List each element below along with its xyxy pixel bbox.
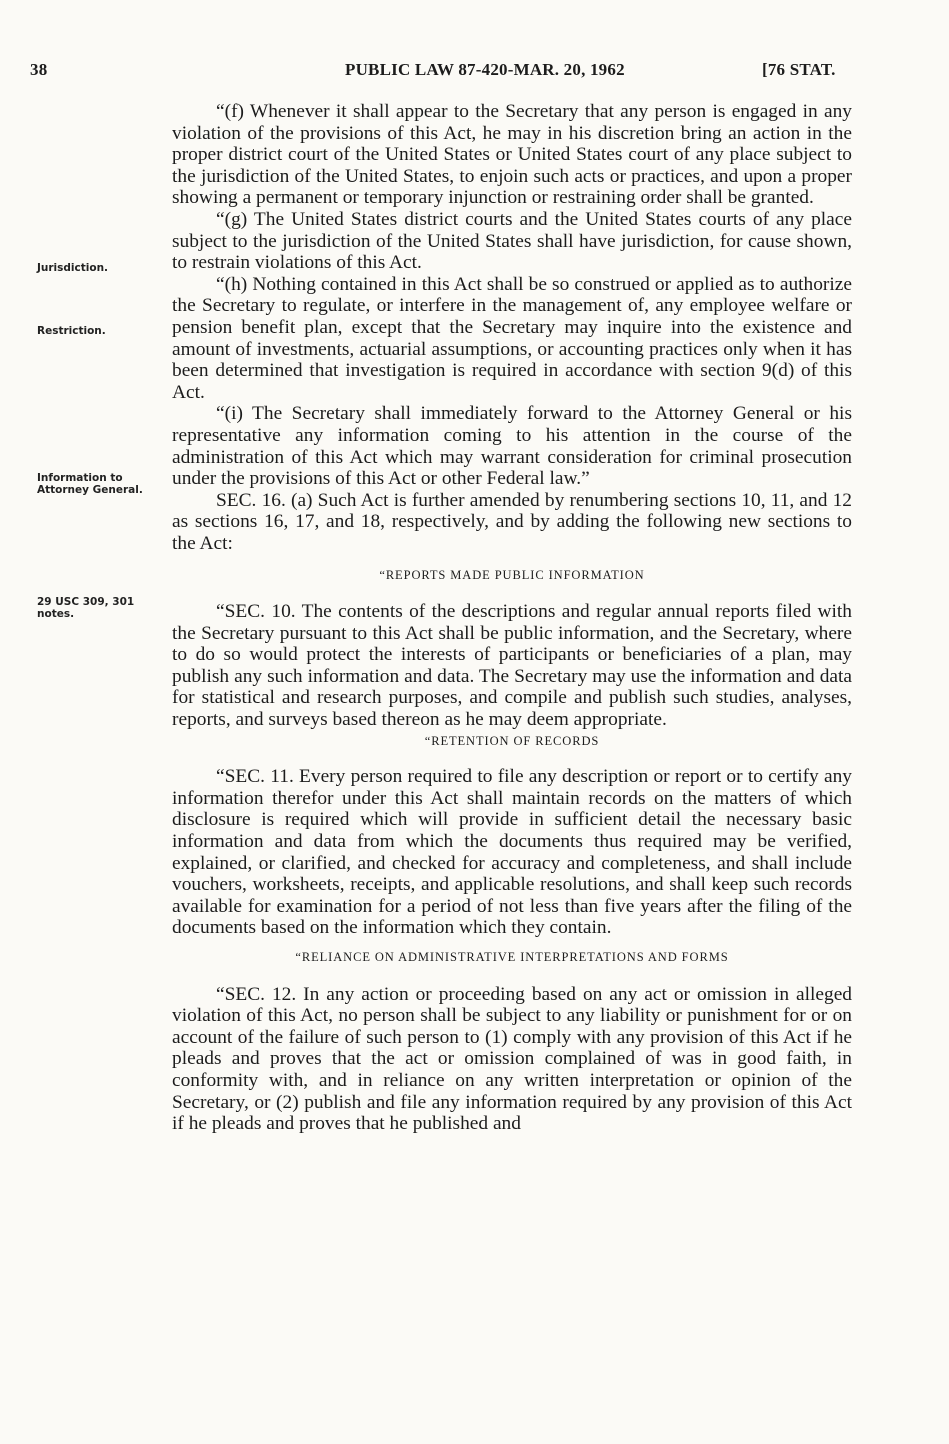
heading-reports-made-public: “REPORTS MADE PUBLIC INFORMATION [379, 568, 645, 583]
margin-note-information-line1: Information to [37, 472, 123, 484]
heading-retention-of-records: “RETENTION OF RECORDS [424, 733, 600, 748]
section-11: “SEC. 11. Every person required to file any description or report or to certify any information therefor under this Act shall maintain records on the matters of which disclosure is required which will provide in sufficient detail the necessary basic information and data from which the documents thus required may be verified, explained, or clarified, and checked for accuracy and completeness, and shall include vouchers, worksheets, receipts, and applicable resolutions, and shall keep such records available for examination for a period of not less than five years after the filing of the documents based on the information which they contain. [172, 766, 852, 939]
body-text [172, 101, 852, 1135]
section-12: “SEC. 12. In any action or proceeding based on any act or omission in alleged violation of this Act, no person shall be subject to any liability or punishment for or on account of the failure of such person to (1) comply with any provision of this Act if he pleads and proves that the act or omission complained of was in good faith, in conformity with, and in reliance on any written interpretation or opinion of the Secretary, or (2) publish and file any information required by any provision of this Act if he pleads and proves that he published and [172, 983, 852, 1135]
running-title: PUBLIC LAW 87-420-MAR. 20, 1962 [345, 60, 625, 79]
paragraph-g: “(g) The United States district courts and the United States courts of any place subject to the jurisdiction of the United States shall have jurisdiction, for cause shown, to restrain violations of this Act. [172, 208, 852, 274]
margin-note-restriction: Restriction. [37, 325, 106, 337]
margin-note-usc [37, 596, 134, 620]
section-16: SEC. 16. (a) Such Act is further amended by renumbering sections 10, 11, and 12 as sections 16, 17, and 18, respectively, and by adding the following new sections to the Act: [172, 489, 852, 554]
page-number: 38 [30, 60, 48, 79]
paragraph-i: “(i) The Secretary shall immediately forward to the Attorney General or his representative any information coming to his attention in the course of the administration of this Act which may warrant consideration for criminal prosecution under the provisions of this Act or other Federal law.” [172, 403, 852, 490]
margin-note-jurisdiction: Jurisdiction. [37, 262, 109, 274]
margin-note-information-line2: Attorney General. [37, 484, 143, 496]
heading-reliance: “RELIANCE ON ADMINISTRATIVE INTERPRETATIONS AND FORMS [295, 949, 729, 964]
paragraph-f: “(f) Whenever it shall appear to the Secretary that any person is engaged in any violation of the provisions of this Act, he may in his discretion bring an action in the proper district court of the United States or United States court of any place subject to the jurisdiction of the United States, to enjoin such acts or practices, and upon a proper showing a permanent or temporary injunction or restraining order shall be granted. [172, 101, 852, 209]
section-10: “SEC. 10. The contents of the descriptions and regular annual reports filed with the Secretary pursuant to this Act shall be public information, and the Secretary, where to do so would protect the interests of participants or beneficiaries of a plan, may publish any such information and data. The Secretary may use the information and data for statistical and research purposes, and compile and publish such studies, analyses, reports, and surveys based thereon as he may deem appropriate. [172, 601, 852, 731]
margin-note-usc-line1: 29 USC 309, 301 [37, 596, 135, 608]
margin-note-information [37, 472, 143, 496]
paragraph-h: “(h) Nothing contained in this Act shall be so construed or applied as to authorize the Secretary to regulate, or interfere in the management of, any employee welfare or pension benefit plan, except that the Secretary may inquire into the existence and amount of investments, actuarial assumptions, or accounting practices only when it has been determined that investigation is required in accordance with section 9(d) of this Act. [172, 273, 852, 403]
margin-note-usc-line2: notes. [37, 608, 75, 620]
statute-citation: [76 STAT. [762, 60, 836, 79]
